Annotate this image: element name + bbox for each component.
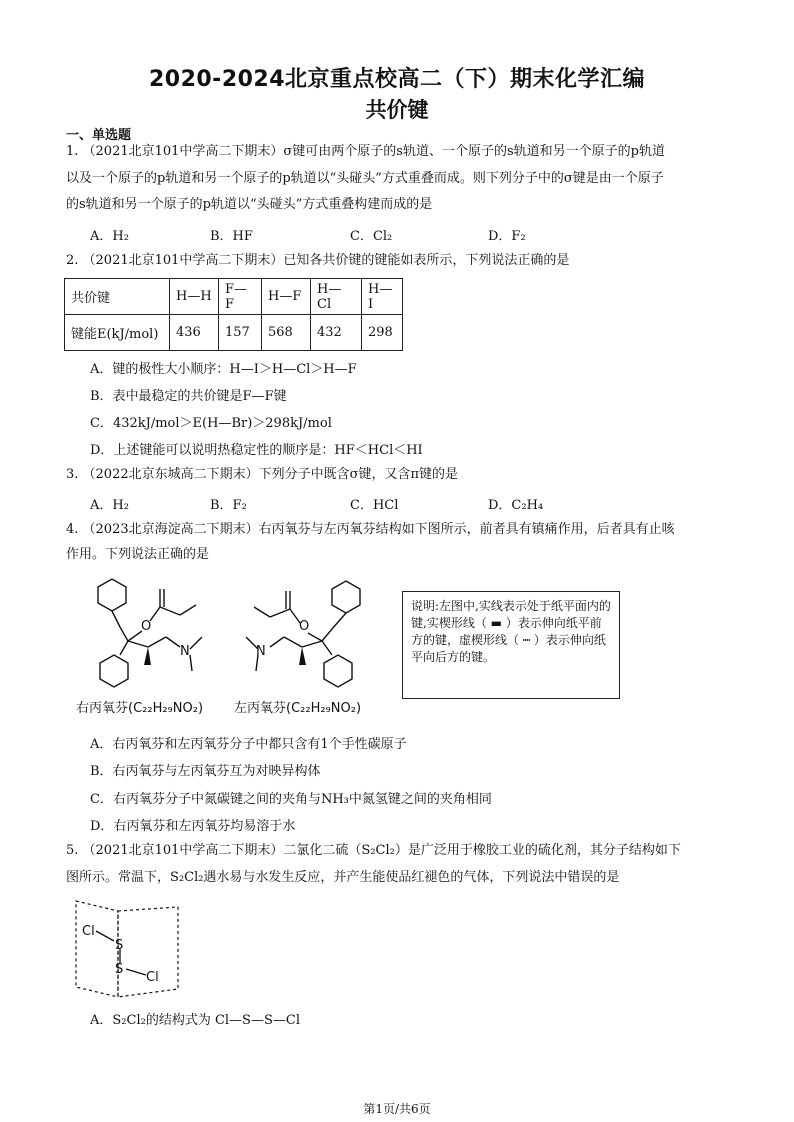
q3-option-b: B．F₂ [210, 498, 247, 513]
q2-option-b: B．表中最稳定的共价键是F—F键 [90, 389, 287, 404]
q1-option-b: B．HF [210, 229, 253, 244]
q1-text-line-3: 的s轨道和另一个原子的p轨道以“头碰头”方式重叠构建而成的是 [66, 197, 433, 212]
table-cell: H—F [262, 279, 311, 315]
table-cell: 436 [170, 315, 219, 351]
oxygen-atom-label: O [299, 619, 310, 634]
table-cell: F—F [219, 279, 262, 315]
structure-note-box [402, 591, 620, 699]
q4-option-c: C．右丙氧芬分子中氮碳键之间的夹角与NH₃中氮氢键之间的夹角相同 [90, 792, 492, 807]
table-cell: 键能E(kJ/mol) [65, 315, 170, 351]
q1-option-d: D．F₂ [488, 229, 526, 244]
q4-text-line-2: 作用。下列说法正确的是 [66, 547, 210, 562]
q4-text-line-1: 4. （2023北京海淀高二下期末）右丙氧芬与左丙氧芬结构如下图所示，前者具有镇痛作用，后者具有止咳 [66, 522, 675, 537]
q2-option-d: D．上述键能可以说明热稳定性的顺序是：HF＜HCl＜HI [90, 443, 423, 458]
sulfur-atom-label: S [115, 938, 124, 953]
q5-text-line-1: 5. （2021北京101中学高二下期末）二氯化二硫（S₂Cl₂）是广泛用于橡胶工业的硫化剂，其分子结构如下 [66, 843, 681, 858]
left-propoxyphene-label: 左丙氧芬(C₂₂H₂₉NO₂) [234, 701, 362, 716]
table-cell: 568 [262, 315, 311, 351]
table-row [65, 279, 403, 315]
nitrogen-atom-label: N [256, 644, 266, 659]
propoxyphene-structures [60, 575, 400, 700]
benzene-ring [332, 581, 360, 613]
benzene-ring [100, 655, 128, 687]
sulfur-atom-label: S [115, 962, 124, 977]
q4-option-a: A．右丙氧芬和左丙氧芬分子中都只含有1个手性碳原子 [90, 737, 407, 752]
q3-option-d: D．C₂H₄ [488, 498, 544, 513]
chlorine-atom-label: Cl [146, 970, 159, 985]
q1-option-a: A．H₂ [90, 229, 129, 244]
table-cell: H—H [170, 279, 219, 315]
table-cell: H—Cl [311, 279, 362, 315]
table-cell: 157 [219, 315, 262, 351]
q4-option-d: D．右丙氧芬和左丙氧芬均易溶于水 [90, 819, 296, 834]
chlorine-atom-label: Cl [82, 924, 95, 939]
q2-option-a: A．键的极性大小顺序：H—I＞H—Cl＞H—F [90, 362, 357, 377]
q1-option-c: C．Cl₂ [350, 229, 393, 244]
q4-option-b: B．右丙氧芬与左丙氧芬互为对映异构体 [90, 764, 321, 779]
q3-option-c: C．HCl [350, 498, 399, 513]
oxygen-atom-label: O [141, 619, 152, 634]
section-heading: 一、单选题 [66, 128, 132, 143]
page-title: 2020-2024北京重点校高二（下）期末化学汇编 [148, 67, 646, 92]
table-cell: 432 [311, 315, 362, 351]
benzene-ring [324, 655, 352, 687]
q5-option-a: A．S₂Cl₂的结构式为 Cl—S—S—Cl [90, 1013, 300, 1028]
page-footer: 第1页/共6页 [363, 1102, 431, 1116]
page-subtitle: 共价键 [365, 98, 429, 122]
q2-option-c: C．432kJ/mol＞E(H—Br)＞298kJ/mol [90, 416, 332, 431]
q3-text-line-1: 3. （2022北京东城高二下期末）下列分子中既含σ键，又含π键的是 [66, 467, 459, 482]
table-cell: 298 [362, 315, 403, 351]
structure-note-text: 说明:左图中,实线表示处于纸平面内的键,实楔形线（ ▬ ）表示伸向纸平前方的键，虚楔形线（ ┉ ）表示伸向纸平向后方的键。 [411, 599, 611, 664]
benzene-ring [98, 579, 126, 611]
q1-text-line-1: 1. （2021北京101中学高二下期末）σ键可由两个原子的s轨道、一个原子的s轨道和另一个原子的p轨道 [66, 144, 665, 159]
wedge-bond [299, 647, 306, 665]
q1-text-line-2: 以及一个原子的p轨道和另一个原子的p轨道以“头碰头”方式重叠而成。则下列分子中的σ键是由一个原子 [66, 171, 664, 186]
q2-text-line-1: 2. （2021北京101中学高二下期末）已知各共价键的键能如表所示，下列说法正确的是 [66, 253, 570, 268]
bond-energy-table [64, 278, 403, 351]
wedge-bond [144, 647, 151, 665]
table-cell: H—I [362, 279, 403, 315]
q5-text-line-2: 图所示。常温下，S₂Cl₂遇水易与水发生反应，并产生能使品红褪色的气体，下列说法中错误的是 [66, 870, 620, 885]
right-propoxyphene-label: 右丙氧芬(C₂₂H₂₉NO₂) [76, 701, 204, 716]
nitrogen-atom-label: N [180, 644, 190, 659]
s2cl2-structure [70, 893, 185, 1003]
q3-option-a: A．H₂ [90, 498, 129, 513]
table-cell: 共价键 [65, 279, 170, 315]
table-row [65, 315, 403, 351]
